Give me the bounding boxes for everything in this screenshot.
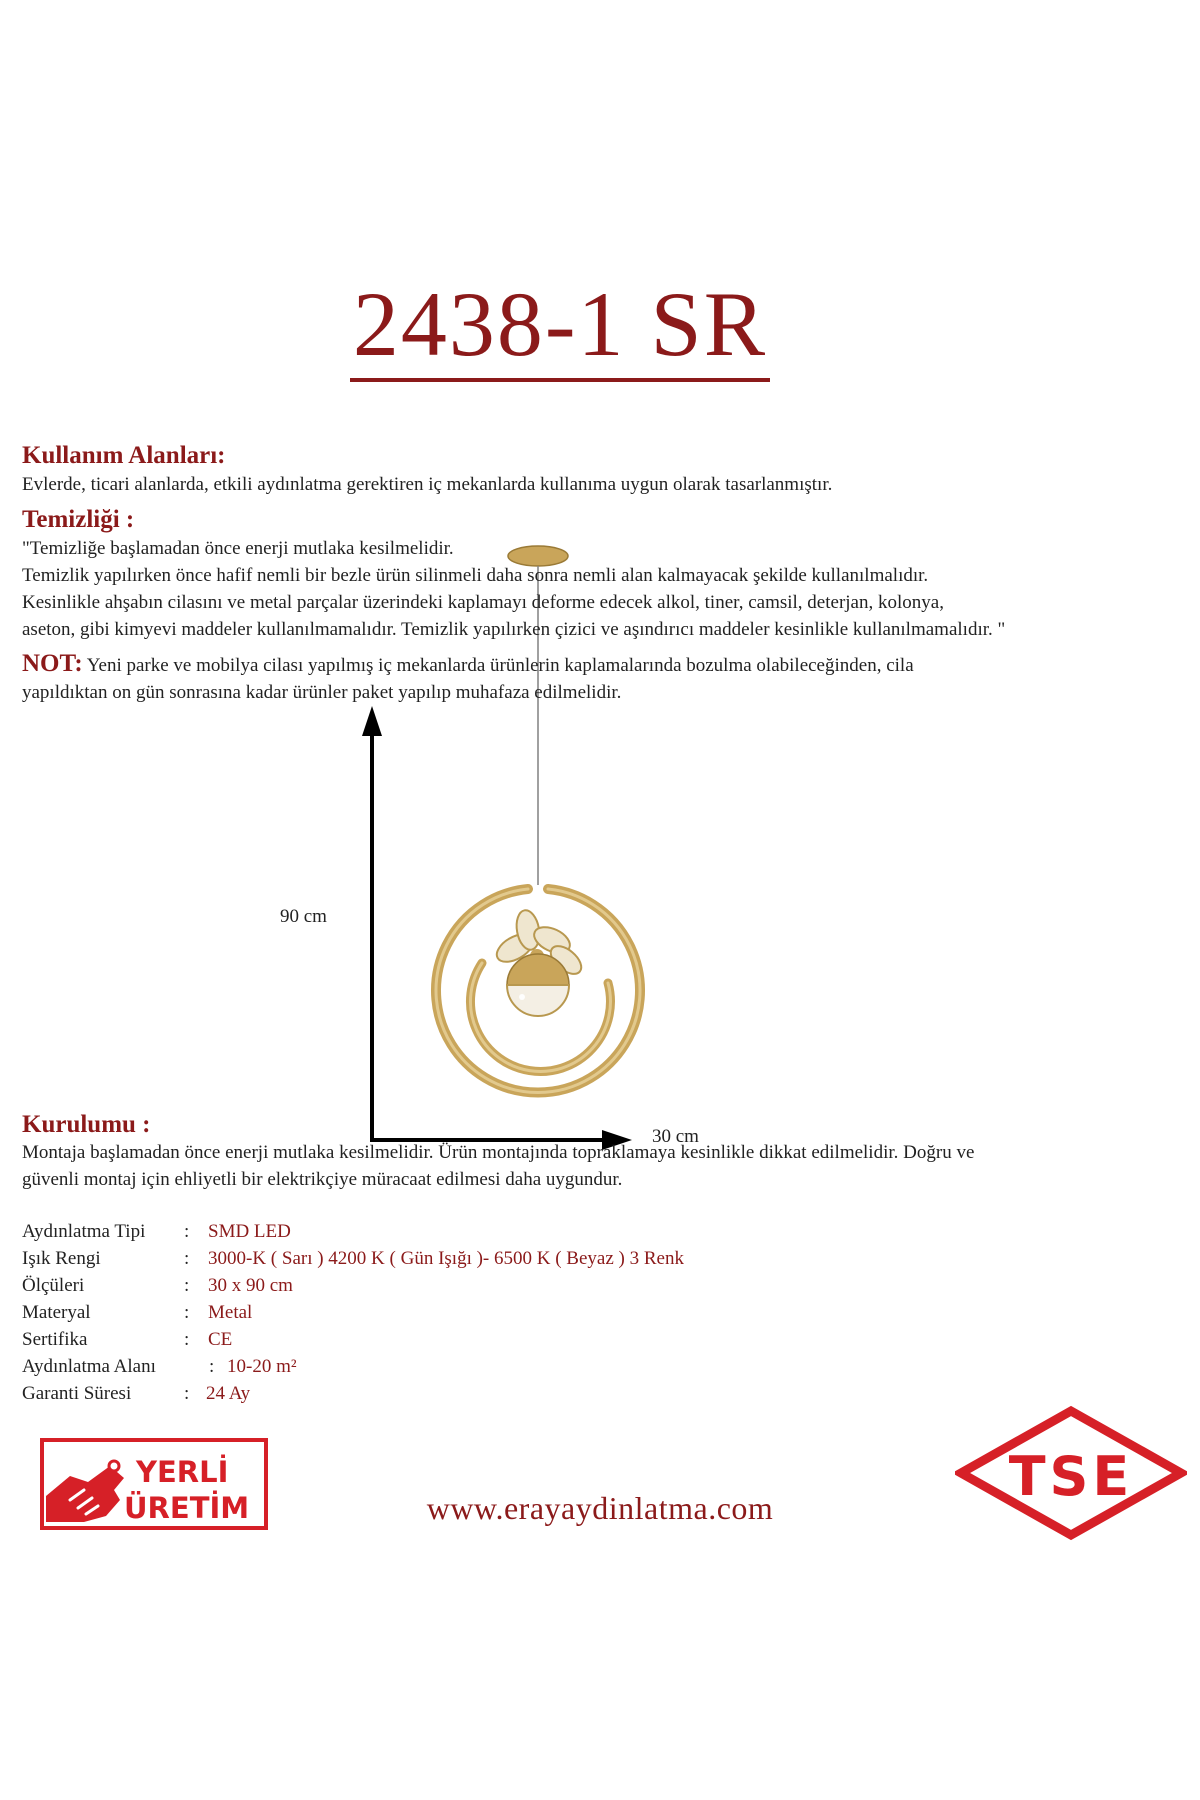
- usage-text: Evlerde, ticari alanlarda, etkili aydınlatma gerektiren iç mekanlarda kullanıma uygun olarak tasarlanmıştır.: [22, 474, 833, 495]
- spec-label: Aydınlatma Alanı: [22, 1356, 156, 1377]
- spec-separator: :: [184, 1221, 190, 1242]
- website-link[interactable]: www.erayaydinlatma.com: [426, 1490, 774, 1526]
- spec-row: [22, 1353, 684, 1380]
- spec-row: [22, 1218, 684, 1245]
- spec-row: [22, 1272, 684, 1299]
- spec-value: Metal: [208, 1302, 253, 1323]
- spec-table: [22, 1218, 684, 1407]
- spec-row: [22, 1299, 684, 1326]
- spec-label: Aydınlatma Tipi: [22, 1221, 146, 1242]
- width-dimension-label: 30 cm: [652, 1126, 699, 1147]
- spec-label: Sertifika: [22, 1329, 88, 1350]
- cleaning-line: Kesinlikle ahşabın cilasını ve metal parçalar üzerindeki kaplamayı deforme edecek alkol, tiner, camsil, deterjan, kolonya,: [22, 592, 944, 613]
- note-line: yapıldıktan on gün sonrasına kadar ürünler paket yapılıp muhafaza edilmelidir.: [22, 682, 622, 703]
- installation-text: [22, 1139, 1192, 1193]
- cleaning-text: [22, 535, 1192, 643]
- usage-heading: Kullanım Alanları:: [22, 442, 226, 469]
- spec-row: [22, 1245, 684, 1272]
- spec-value: SMD LED: [208, 1221, 291, 1242]
- spec-value: 24 Ay: [206, 1383, 251, 1404]
- spec-value: 10-20 m²: [227, 1356, 297, 1377]
- height-dimension-label: 90 cm: [280, 906, 327, 927]
- installation-heading: Kurulumu :: [22, 1111, 151, 1138]
- spec-separator: :: [184, 1302, 190, 1323]
- spec-row: [22, 1380, 684, 1407]
- badge-text-yerli: YERLİ: [136, 1455, 229, 1489]
- spec-label: Ölçüleri: [22, 1275, 85, 1296]
- note-block: [22, 650, 1192, 706]
- note-label: NOT:: [22, 650, 83, 677]
- spec-value: 3000-K ( Sarı ) 4200 K ( Gün Işığı )- 6500 K ( Beyaz ) 3 Renk: [208, 1248, 684, 1269]
- spec-value: CE: [208, 1329, 233, 1350]
- spec-value: 30 x 90 cm: [208, 1275, 293, 1296]
- badge-text-uretim: ÜRETİM: [124, 1491, 250, 1525]
- cleaning-heading: Temizliği :: [22, 506, 135, 533]
- spec-separator: :: [184, 1275, 190, 1296]
- cleaning-line: Temizlik yapılırken önce hafif nemli bir bezle ürün silinmeli daha sonra nemli alan kalmayacak şekilde kullanılmalıdır.: [22, 565, 929, 586]
- spec-label: Işık Rengi: [22, 1248, 101, 1269]
- installation-line: Montaja başlamadan önce enerji mutlaka kesilmelidir. Ürün montajında topraklamaya kesinlikle dikkat edilmelidir. Doğru ve: [22, 1142, 975, 1163]
- cleaning-line: aseton, gibi kimyevi maddeler kullanılmamalıdır. Temizlik yapılırken çizici ve aşındırıcı maddeler kesinlikle kullanılmamalıdır. ": [22, 619, 1006, 640]
- spec-separator: :: [184, 1248, 190, 1269]
- spec-separator: :: [184, 1383, 190, 1404]
- cleaning-line: "Temizliğe başlamadan önce enerji mutlaka kesilmelidir.: [22, 538, 454, 559]
- installation-line: güvenli montaj için ehliyetli bir elektrikçiye müracaat edilmesi daha uygundur.: [22, 1169, 623, 1190]
- spec-label: Garanti Süresi: [22, 1383, 132, 1404]
- arrow-up-icon: [362, 706, 382, 736]
- glass-globe: [507, 954, 569, 1016]
- spec-separator: :: [184, 1329, 190, 1350]
- note-line: Yeni parke ve mobilya cilası yapılmış iç mekanlarda ürünlerin kaplamalarında bozulma olabileceğinden, cila: [82, 655, 914, 676]
- spec-row: [22, 1326, 684, 1353]
- product-code-title: 2438-1 SR: [352, 273, 768, 375]
- tse-text: TSE: [1008, 1445, 1134, 1508]
- spec-label: Materyal: [22, 1302, 91, 1323]
- spec-separator: :: [209, 1356, 215, 1377]
